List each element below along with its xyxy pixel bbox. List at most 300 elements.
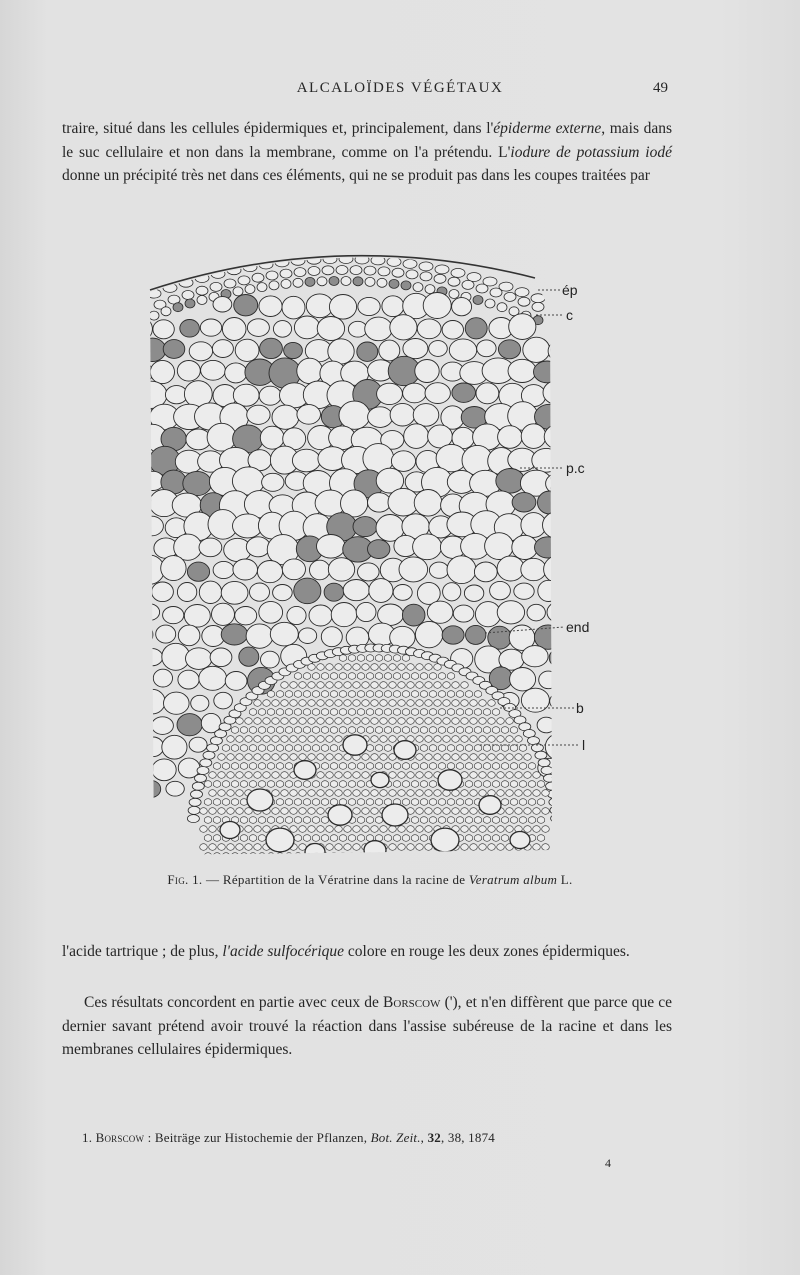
stele-cell xyxy=(470,844,478,851)
stele-cell xyxy=(407,718,415,725)
stele-cell xyxy=(497,718,505,725)
stele-cell xyxy=(236,718,244,725)
stele-cell xyxy=(362,790,370,797)
stele-cell xyxy=(371,700,379,707)
xylem-vessel xyxy=(364,841,386,860)
stele-cell xyxy=(465,817,473,824)
stele-cell xyxy=(249,709,257,716)
epidermis-cell xyxy=(420,272,432,281)
cortex-cell xyxy=(260,338,283,358)
stele-cell xyxy=(389,682,397,689)
stele-cell xyxy=(429,709,437,716)
stele-cell xyxy=(474,853,482,860)
stele-cell xyxy=(222,853,230,860)
stele-cell xyxy=(272,772,280,779)
stele-cell xyxy=(420,817,428,824)
stele-cell xyxy=(515,772,523,779)
stele-cell xyxy=(227,736,235,743)
stele-cell xyxy=(501,799,509,806)
stele-cell xyxy=(524,754,532,761)
epidermis-cell xyxy=(531,294,545,303)
stele-cell xyxy=(389,772,397,779)
epidermis-cell xyxy=(485,299,495,308)
cortex-cell xyxy=(497,556,524,581)
stele-cell xyxy=(425,700,433,707)
stele-cell xyxy=(294,709,302,716)
cortex-cell xyxy=(442,321,463,340)
cortex-cell xyxy=(331,603,357,627)
stele-cell xyxy=(443,754,451,761)
epidermis-cell xyxy=(257,283,267,292)
stele-cell xyxy=(398,700,406,707)
stele-cell xyxy=(420,745,428,752)
stele-cell xyxy=(357,817,365,824)
stele-cell xyxy=(362,772,370,779)
stele-cell xyxy=(402,835,410,842)
cortex-cell xyxy=(189,737,207,752)
stele-cell xyxy=(267,727,275,734)
stele-cell xyxy=(407,664,415,671)
stele-cell xyxy=(483,853,491,860)
stele-cell xyxy=(528,763,536,770)
paragraph-2-text: l'acide tartrique ; de plus, xyxy=(62,943,223,960)
stele-cell xyxy=(303,745,311,752)
epidermis-cell xyxy=(401,281,411,290)
cortex-cell xyxy=(257,561,282,583)
stele-cell xyxy=(456,691,464,698)
stele-cell xyxy=(321,835,329,842)
stele-cell xyxy=(317,772,325,779)
stele-cell xyxy=(456,709,464,716)
stele-cell xyxy=(339,835,347,842)
stele-cell xyxy=(312,781,320,788)
cortex-cell xyxy=(403,383,427,403)
cortex-cell xyxy=(156,625,176,643)
stele-cell xyxy=(474,835,482,842)
stele-cell xyxy=(515,754,523,761)
stele-cell xyxy=(335,682,343,689)
stele-cell xyxy=(402,781,410,788)
endodermis-cell xyxy=(195,774,207,782)
stele-cell xyxy=(330,745,338,752)
stele-cell xyxy=(510,727,518,734)
cortex-cell xyxy=(393,585,412,601)
cortex-cell xyxy=(297,405,321,425)
stele-cell xyxy=(465,799,473,806)
cortex-cell xyxy=(163,340,185,359)
stele-cell xyxy=(227,808,235,815)
stele-cell xyxy=(321,727,329,734)
stele-cell xyxy=(321,763,329,770)
stele-cell xyxy=(222,745,230,752)
stele-cell xyxy=(380,700,388,707)
stele-cell xyxy=(348,799,356,806)
stele-cell xyxy=(483,763,491,770)
stele-cell xyxy=(528,799,536,806)
stele-cell xyxy=(362,808,370,815)
cortex-cell xyxy=(247,405,270,424)
cortex-cell xyxy=(539,671,558,689)
stele-cell xyxy=(483,727,491,734)
stele-cell xyxy=(488,700,496,707)
stele-cell xyxy=(411,799,419,806)
stele-cell xyxy=(335,772,343,779)
stele-cell xyxy=(429,727,437,734)
stele-cell xyxy=(510,745,518,752)
stele-cell xyxy=(321,817,329,824)
stele-cell xyxy=(299,700,307,707)
epidermis-cell xyxy=(518,297,530,306)
stele-cell xyxy=(276,691,284,698)
stele-cell xyxy=(236,790,244,797)
cortex-cell xyxy=(543,381,572,405)
cortex-cell xyxy=(177,361,200,382)
stele-cell xyxy=(429,799,437,806)
stele-cell xyxy=(380,718,388,725)
cortex-cell xyxy=(270,622,298,646)
stele-cell xyxy=(204,781,212,788)
stele-cell xyxy=(506,790,514,797)
cortex-cell xyxy=(282,559,305,580)
stele-cell xyxy=(290,808,298,815)
stele-cell xyxy=(393,655,401,662)
stele-cell xyxy=(258,817,266,824)
cortex-cell xyxy=(140,689,165,714)
cortex-cell xyxy=(368,407,393,428)
stele-cell xyxy=(236,772,244,779)
stele-cell xyxy=(335,754,343,761)
stele-cell xyxy=(474,817,482,824)
stele-cell xyxy=(222,763,230,770)
stele-cell xyxy=(245,754,253,761)
endodermis-cell xyxy=(538,759,550,767)
stele-cell xyxy=(506,736,514,743)
stele-cell xyxy=(371,718,379,725)
stele-cell xyxy=(375,709,383,716)
stele-cell xyxy=(272,754,280,761)
stele-cell xyxy=(479,772,487,779)
stele-cell xyxy=(515,736,523,743)
stele-cell xyxy=(429,763,437,770)
stele-cell xyxy=(312,817,320,824)
stele-cell xyxy=(240,763,248,770)
stele-cell xyxy=(380,754,388,761)
stele-cell xyxy=(411,709,419,716)
stele-cell xyxy=(393,853,401,860)
stele-cell xyxy=(227,754,235,761)
stele-cell xyxy=(263,826,271,833)
cortex-cell xyxy=(356,602,376,621)
stele-cell xyxy=(519,745,527,752)
stele-cell xyxy=(267,691,275,698)
stele-cell xyxy=(420,691,428,698)
cortex-cell xyxy=(235,607,257,625)
stele-cell xyxy=(258,853,266,860)
stele-cell xyxy=(303,709,311,716)
stele-cell xyxy=(249,745,257,752)
stele-cell xyxy=(200,844,208,851)
cortex-cell xyxy=(382,296,404,317)
stele-cell xyxy=(353,682,361,689)
stele-cell xyxy=(537,781,545,788)
stele-cell xyxy=(317,808,325,815)
cortex-cell xyxy=(191,695,209,711)
cortex-cell xyxy=(498,340,520,359)
cortex-cell xyxy=(261,651,280,668)
stele-cell xyxy=(240,781,248,788)
cortex-cell xyxy=(449,339,476,361)
stele-cell xyxy=(290,682,298,689)
epidermis-cell xyxy=(389,279,399,288)
cortex-cell xyxy=(353,517,377,537)
stele-cell xyxy=(258,727,266,734)
epidermis-cell xyxy=(252,273,264,282)
stele-cell xyxy=(398,790,406,797)
stele-cell xyxy=(452,700,460,707)
stele-cell xyxy=(353,808,361,815)
stele-cell xyxy=(492,817,500,824)
stele-cell xyxy=(483,709,491,716)
stele-cell xyxy=(420,799,428,806)
epidermis-cell xyxy=(497,303,507,312)
stele-cell xyxy=(236,754,244,761)
stele-cell xyxy=(231,763,239,770)
cortex-cell xyxy=(140,582,152,604)
epidermis-cell xyxy=(451,268,465,277)
stele-cell xyxy=(501,835,509,842)
stele-cell xyxy=(425,826,433,833)
paragraph-3 xyxy=(62,991,672,1062)
stele-cell xyxy=(285,727,293,734)
stele-cell xyxy=(308,718,316,725)
stele-cell xyxy=(524,772,532,779)
stele-cell xyxy=(380,826,388,833)
stele-cell xyxy=(497,736,505,743)
stele-cell xyxy=(308,808,316,815)
stele-cell xyxy=(411,781,419,788)
stele-cell xyxy=(267,763,275,770)
stele-cell xyxy=(501,727,509,734)
stele-cell xyxy=(447,817,455,824)
xylem-vessel xyxy=(294,761,316,780)
cortex-cell xyxy=(521,688,549,712)
cortex-cell xyxy=(272,405,299,429)
xylem-vessel xyxy=(431,828,459,852)
stele-cell xyxy=(425,718,433,725)
stele-cell xyxy=(204,799,212,806)
stele-cell xyxy=(254,736,262,743)
xylem-vessel xyxy=(266,828,294,852)
cortex-cell xyxy=(317,535,346,559)
stele-cell xyxy=(479,844,487,851)
stele-cell xyxy=(366,763,374,770)
footnote-number: 1. xyxy=(82,1130,96,1145)
paragraph-1-text-3: donne un précipité très net dans ces éléments, qui ne se produit pas dans les coupes traitées par xyxy=(62,167,650,184)
cortex-cell xyxy=(180,320,200,338)
stele-cell xyxy=(204,853,212,860)
cortex-cell xyxy=(328,339,354,364)
epidermis-cell xyxy=(406,270,418,279)
stele-cell xyxy=(308,700,316,707)
stele-cell xyxy=(438,799,446,806)
stele-cell xyxy=(416,826,424,833)
stele-cell xyxy=(362,664,370,671)
stele-cell xyxy=(384,763,392,770)
stele-cell xyxy=(339,691,347,698)
stele-cell xyxy=(447,745,455,752)
footnote xyxy=(82,1130,642,1146)
stele-cell xyxy=(389,736,397,743)
stele-cell xyxy=(249,853,257,860)
stele-cell xyxy=(294,673,302,680)
epidermis-cell xyxy=(435,265,449,274)
stele-cell xyxy=(434,808,442,815)
xylem-vessel xyxy=(438,770,462,790)
stele-cell xyxy=(411,835,419,842)
stele-cell xyxy=(357,853,365,860)
stele-cell xyxy=(434,754,442,761)
stele-cell xyxy=(326,826,334,833)
stele-cell xyxy=(308,736,316,743)
epidermis-cell xyxy=(365,277,375,286)
stele-cell xyxy=(366,727,374,734)
cortex-cell xyxy=(200,319,221,336)
stele-cell xyxy=(200,808,208,815)
xylem-vessel xyxy=(394,741,416,760)
stele-cell xyxy=(231,727,239,734)
stele-cell xyxy=(303,853,311,860)
stele-cell xyxy=(411,691,419,698)
cortex-cell xyxy=(414,490,442,517)
stele-cell xyxy=(483,817,491,824)
stele-cell xyxy=(330,673,338,680)
xylem-vessel xyxy=(247,789,273,811)
epidermis-cell xyxy=(476,284,488,293)
stele-cell xyxy=(429,853,437,860)
caption-text: — Répartition de la Vératrine dans la racine de xyxy=(202,872,469,887)
stele-cell xyxy=(362,682,370,689)
paragraph-2 xyxy=(62,940,672,964)
epidermis-cell xyxy=(185,299,195,308)
cortex-cell xyxy=(140,758,153,778)
stele-cell xyxy=(276,709,284,716)
stele-cell xyxy=(344,718,352,725)
stele-cell xyxy=(465,745,473,752)
stele-cell xyxy=(335,664,343,671)
stele-cell xyxy=(416,754,424,761)
epidermis-cell xyxy=(149,311,159,320)
stele-cell xyxy=(452,790,460,797)
caption-author: L. xyxy=(557,872,573,887)
paragraph-3-author: Borscow xyxy=(383,994,441,1011)
stele-cell xyxy=(371,682,379,689)
stele-cell xyxy=(209,808,217,815)
stele-cell xyxy=(497,772,505,779)
stele-cell xyxy=(218,772,226,779)
stele-cell xyxy=(461,808,469,815)
cortex-cell xyxy=(535,537,561,558)
stele-cell xyxy=(375,745,383,752)
cortex-cell xyxy=(210,648,232,667)
cortex-cell xyxy=(178,625,200,646)
stele-cell xyxy=(344,700,352,707)
cortex-cell xyxy=(214,692,233,709)
cortex-cell xyxy=(485,533,514,560)
stele-cell xyxy=(272,808,280,815)
cortex-cell xyxy=(222,318,246,341)
stele-cell xyxy=(317,790,325,797)
cortex-cell xyxy=(476,383,499,404)
cortex-cell xyxy=(153,320,174,339)
stele-cell xyxy=(443,808,451,815)
stele-cell xyxy=(501,817,509,824)
stele-cell xyxy=(402,727,410,734)
stele-cell xyxy=(362,754,370,761)
stele-cell xyxy=(456,853,464,860)
stele-cell xyxy=(209,772,217,779)
stele-cell xyxy=(425,754,433,761)
cortex-cell xyxy=(141,780,160,797)
stele-cell xyxy=(254,718,262,725)
cortex-cell xyxy=(183,471,212,495)
stele-cell xyxy=(294,691,302,698)
endodermis-cell xyxy=(197,767,209,775)
epidermis-cell xyxy=(281,279,291,288)
stele-cell xyxy=(420,727,428,734)
stele-cell xyxy=(209,790,217,797)
stele-cell xyxy=(326,772,334,779)
stele-cell xyxy=(348,691,356,698)
stele-cell xyxy=(249,781,257,788)
stele-cell xyxy=(452,754,460,761)
stele-cell xyxy=(456,799,464,806)
stele-cell xyxy=(492,745,500,752)
stele-cell xyxy=(402,691,410,698)
epidermis-cell xyxy=(329,277,339,286)
stele-cell xyxy=(312,853,320,860)
stele-cell xyxy=(420,763,428,770)
cortex-cell xyxy=(509,314,536,340)
stele-cell xyxy=(402,799,410,806)
stele-cell xyxy=(294,853,302,860)
stele-cell xyxy=(465,835,473,842)
stele-cell xyxy=(357,691,365,698)
stele-cell xyxy=(312,799,320,806)
cortex-cell xyxy=(329,295,356,320)
stele-cell xyxy=(528,853,536,860)
stele-cell xyxy=(470,718,478,725)
stele-cell xyxy=(236,808,244,815)
cortex-cell xyxy=(391,451,415,472)
epidermis-cell xyxy=(238,276,250,285)
stele-cell xyxy=(416,682,424,689)
cortex-cell xyxy=(213,561,234,578)
stele-cell xyxy=(303,799,311,806)
stele-cell xyxy=(488,736,496,743)
stele-cell xyxy=(411,817,419,824)
stele-cell xyxy=(335,844,343,851)
endodermis-cell xyxy=(187,815,199,823)
stele-cell xyxy=(290,718,298,725)
stele-cell xyxy=(281,790,289,797)
stele-cell xyxy=(375,817,383,824)
cortex-cell xyxy=(497,601,524,624)
stele-cell xyxy=(218,754,226,761)
stele-cell xyxy=(470,700,478,707)
stele-cell xyxy=(276,763,284,770)
stele-cell xyxy=(276,799,284,806)
stele-cell xyxy=(366,853,374,860)
